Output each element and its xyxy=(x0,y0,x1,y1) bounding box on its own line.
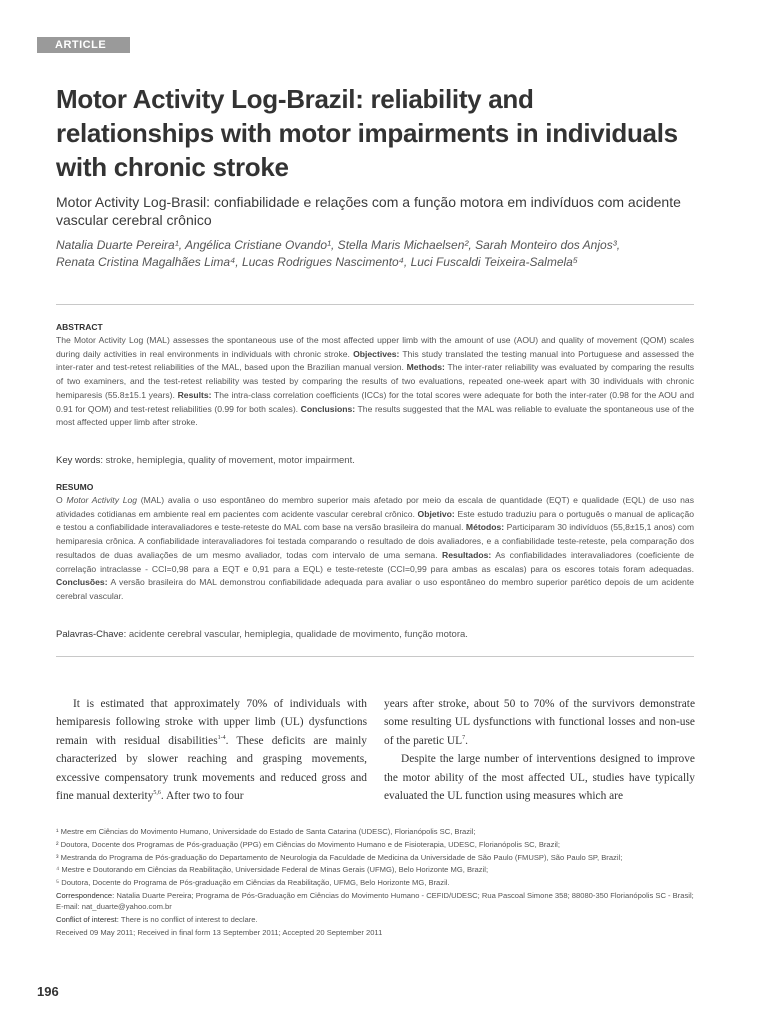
palavras-chave-value: acidente cerebral vascular, hemiplegia, qualidade de movimento, função motora. xyxy=(128,629,468,640)
footnote-2: ² Doutora, Docente dos Programas de Pós-graduação (PPG) em Ciências do Movimento Humano e de Fisioterapia, UDESC, Florianópolis SC, Brazil; xyxy=(56,839,560,849)
palavras-chave-label: Palavras-Chave: xyxy=(56,629,127,640)
correspondence-label: Correspondence: xyxy=(56,890,115,900)
keywords-label: Key words: xyxy=(56,455,103,466)
abstract-text: The Motor Activity Log (MAL) assesses the spontaneous use of the most affected upper limb with the amount of use (AOU) and quality of movement (QOM) scales during daily activities in real environments in individuals with chronic stroke. Objectives: This study translated the testing manual into Portuguese and assessed the inter-rater and test-retest reliabilities of the MAL, based upon the Brazilian manual version. Methods: The inter-rater reliability was evaluated by comparing the results of two examiners, and the test-retest reliability was tested by comparing the results of two evaluations, repeated one-week apart with 30 individuals with chronic hemiparesis (55.8±15.1 years). Results: The intra-class correlation coefficients (ICCs) for the total scores were adequate for both the inter-rater (0.98 for the AOU and 0.91 for QOM) and test-retest reliabilities (0.99 for both scales). Conclusions: The results suggested that the MAL was reliable to evaluate the spontaneous use of the most affected upper limb after stroke. xyxy=(56,335,695,428)
footnote-3: ³ Mestranda do Programa de Pós-graduação do Departamento de Neurologia da Faculdade de Medicina da Universidade de São Paulo (FMUSP), São Paulo SP, Brazil; xyxy=(56,852,623,862)
authors-line-1: Natalia Duarte Pereira¹, Angélica Cristiane Ovando¹, Stella Maris Michaelsen², Sarah Monteiro dos Anjos³, xyxy=(56,238,621,252)
footnotes xyxy=(56,826,696,940)
keywords-value: stroke, hemiplegia, quality of movement, motor impairment. xyxy=(105,455,355,466)
resumo-text: O Motor Activity Log (MAL) avalia o uso espontâneo do membro superior mais afetado por meio da escala de quantidade (EQT) e qualidade (EQL) de uso nas atividades cotidianas em ambiente real em pacientes com acidente vascular cerebral crônico. Objetivo: Este estudo traduziu para o português o manual de aplicação e testou a confiabilidade interavaliadores e teste-reteste do MAL com base na versão brasileira do manual. Métodos: Participaram 30 indivíduos (55,8±15,1 anos) com hemiparesia crônica. A confiabilidade interavaliadores foi testada comparando o resultado de dois avaliadores, e a confiabilidade teste-reteste, pela comparação dos resultados de duas avaliações de um mesmo avaliador, todas com intervalo de uma semana. Resultados: As confiabilidades interavaliadores (coeficiente de correlação intraclasse - CCI=0,98 para a EQT e 0,91 para a EQL) e teste-reteste (CCI=0,99 para ambas as escalas) para os escores totais foram adequadas. Conclusões: A versão brasileira do MAL demonstrou confiabilidade adequada para avaliar o uso espontâneo do membro superior parético depois de um acidente cerebral vascular. xyxy=(56,495,695,601)
footnote-1: ¹ Mestre em Ciências do Movimento Humano, Universidade do Estado de Santa Catarina (UDESC), Florianópolis SC, Brazil; xyxy=(56,827,476,836)
body-column-left xyxy=(56,695,367,805)
resumo-heading: RESUMO xyxy=(56,482,94,492)
page-number: 196 xyxy=(37,984,59,999)
conflict-text: There is no conflict of interest to declare. xyxy=(120,915,258,925)
abstract-heading: ABSTRACT xyxy=(56,322,103,332)
footnote-4: ⁴ Mestre e Doutorando em Ciências da Reabilitação, Universidade Federal de Minas Gerais (UFMG), Belo Horizonte MG, Brazil; xyxy=(56,865,489,875)
authors-line-2: Renata Cristina Magalhães Lima⁴, Lucas Rodrigues Nascimento⁴, Luci Fuscaldi Teixeira-Salmela⁵ xyxy=(56,255,578,269)
divider-top xyxy=(56,304,694,305)
divider-bottom xyxy=(56,656,694,657)
body-paragraph: It is estimated that approximately 70% of individuals with hemiparesis following stroke with upper limb (UL) dysfunctions remain with residual disabilities$^{1-4}$. These deficits are mainly characterized by slower reaching and grasping movements, excessive compensatory trunk movements and reduced gross and fine manual dexterity$^{5,6}$. After two to four xyxy=(56,698,367,803)
correspondence xyxy=(56,890,696,913)
article-type-tag: ARTICLE xyxy=(37,37,130,53)
body-paragraph: years after stroke, about 50 to 70% of the survivors demonstrate some resulting UL dysfunctions with functional losses and non-use of the paretic $UL^7$. xyxy=(384,698,695,747)
article-title: Motor Activity Log-Brazil: reliability and relationships with motor impairments in individuals with chronic stroke xyxy=(56,84,678,182)
conflict-label: Conflict of interest: xyxy=(56,915,119,925)
correspondence-text: Natalia Duarte Pereira; Programa de Pós-Graduação em Ciências do Movimento Humano - CEFID/UDESC; Rua Pascoal Simone 358; 88080-350 Florianópolis SC - Brasil; E-mail: nat_duarte@yahoo.com.br xyxy=(56,890,694,912)
author-list xyxy=(56,237,706,271)
conflict-of-interest xyxy=(56,914,696,925)
abstract-keywords xyxy=(56,455,694,466)
body-column-right xyxy=(384,695,695,805)
footnote-5: ⁵ Doutora, Docente do Programa de Pós-graduação em Ciências da Reabilitação, UFMG, Belo Horizonte MG, Brazil. xyxy=(56,878,450,888)
received-dates: Received 09 May 2011; Received in final form 13 September 2011; Accepted 20 September 2011 xyxy=(56,927,383,937)
article-subtitle-portuguese: Motor Activity Log-Brasil: confiabilidade e relações com a função motora em indivíduos com acidente vascular cerebral crônico xyxy=(56,194,681,228)
resumo-keywords xyxy=(56,629,694,640)
body-paragraph: Despite the large number of interventions designed to improve the motor ability of the most affected UL, studies have typically evaluated the UL function using measures which are xyxy=(384,753,695,803)
